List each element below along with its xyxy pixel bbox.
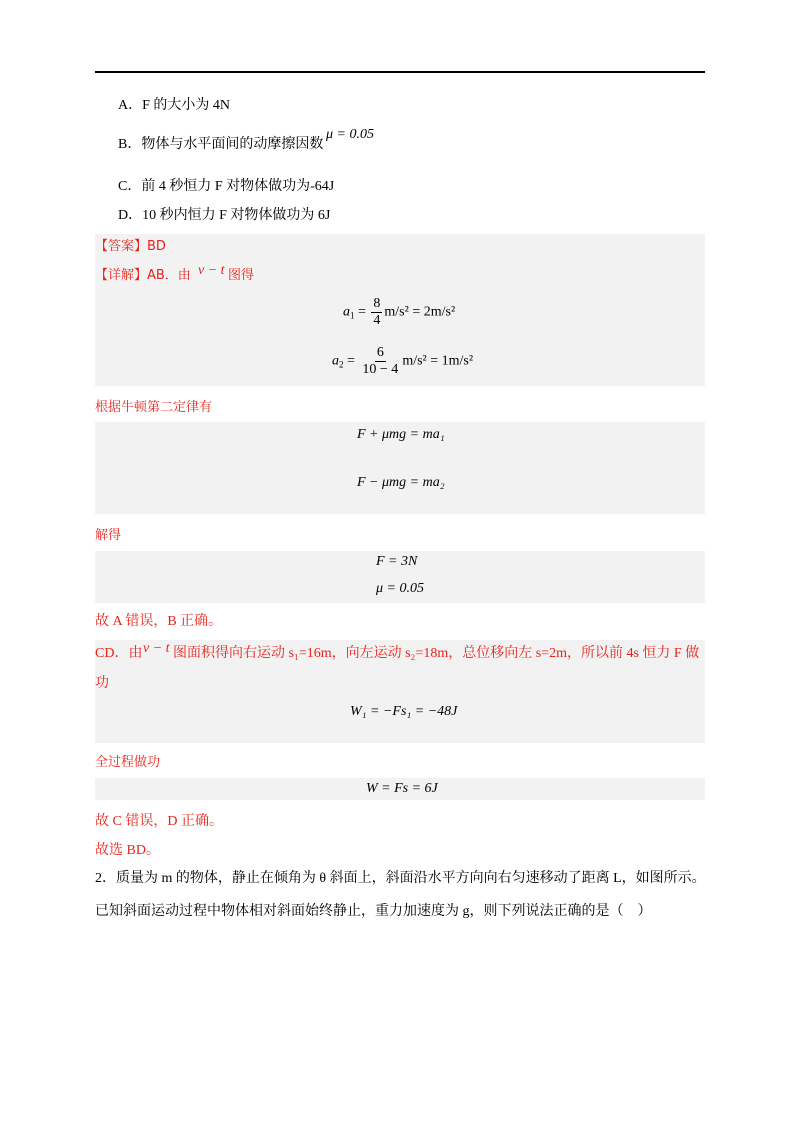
solve-label: 解得 xyxy=(95,528,122,543)
newton-label: 根据牛顿第二定律有 xyxy=(95,400,213,415)
detail-vt: v − t xyxy=(198,263,225,278)
conclusion-ab: 故 A 错误，B 正确。 xyxy=(95,614,223,629)
conclusion-cd: 故 C 错误，D 正确。 xyxy=(95,814,223,829)
question-2-line-1: 2．质量为 m 的物体，静止在倾角为 θ 斜面上，斜面沿水平方向向右匀速移动了距离 L，如图所示。 xyxy=(95,871,706,886)
option-b-mu: μ = 0.05 xyxy=(326,127,374,142)
header-rule xyxy=(95,71,705,73)
equation-F: F = 3N xyxy=(376,554,418,569)
option-c: C．前 4 秒恒力 F 对物体做功为-64J xyxy=(118,179,335,194)
option-d: D．10 秒内恒力 F 对物体做功为 6J xyxy=(118,208,331,223)
equation-W: W = Fs = 6J xyxy=(366,781,438,796)
option-a: A．F 的大小为 4N xyxy=(118,98,231,113)
equation-mu: μ = 0.05 xyxy=(376,581,424,596)
detail-tail: 图得 xyxy=(228,268,255,283)
equation-a1: $a_1$ = $\frac{8}{4}$ m/s² = 2m/s² xyxy=(343,296,456,328)
whole-label: 全过程做功 xyxy=(95,755,161,770)
equation-a2: $a_2$ = $\frac{6}{10 - 4}$ m/s² = 1m/s² xyxy=(332,345,474,377)
cd-line1: 图面积得向右运动 s₁=16m，向左运动 s₂=18m，总位移向左 s=2m，所以前 4s 恒力 F 做 xyxy=(173,646,700,661)
question-2-line-2: 已知斜面运动过程中物体相对斜面始终静止，重力加速度为 g，则下列说法正确的是（ ） xyxy=(95,904,652,919)
detail-label: 【详解】AB．由 xyxy=(95,268,191,283)
option-b: B．物体与水平面间的动摩擦因数 xyxy=(118,137,324,152)
equation-newton-2: F − μmg = ma₂ xyxy=(357,475,445,490)
final-answer: 故选 BD。 xyxy=(95,843,160,858)
cd-vt: v − t xyxy=(143,641,170,656)
equation-W1: W₁ = −Fs₁ = −48J xyxy=(350,704,458,719)
cd-prefix: CD．由 xyxy=(95,646,143,661)
answer-label: 【答案】BD xyxy=(95,239,166,254)
equation-newton-1: F + μmg = ma₁ xyxy=(357,427,445,442)
cd-line2: 功 xyxy=(95,676,109,691)
